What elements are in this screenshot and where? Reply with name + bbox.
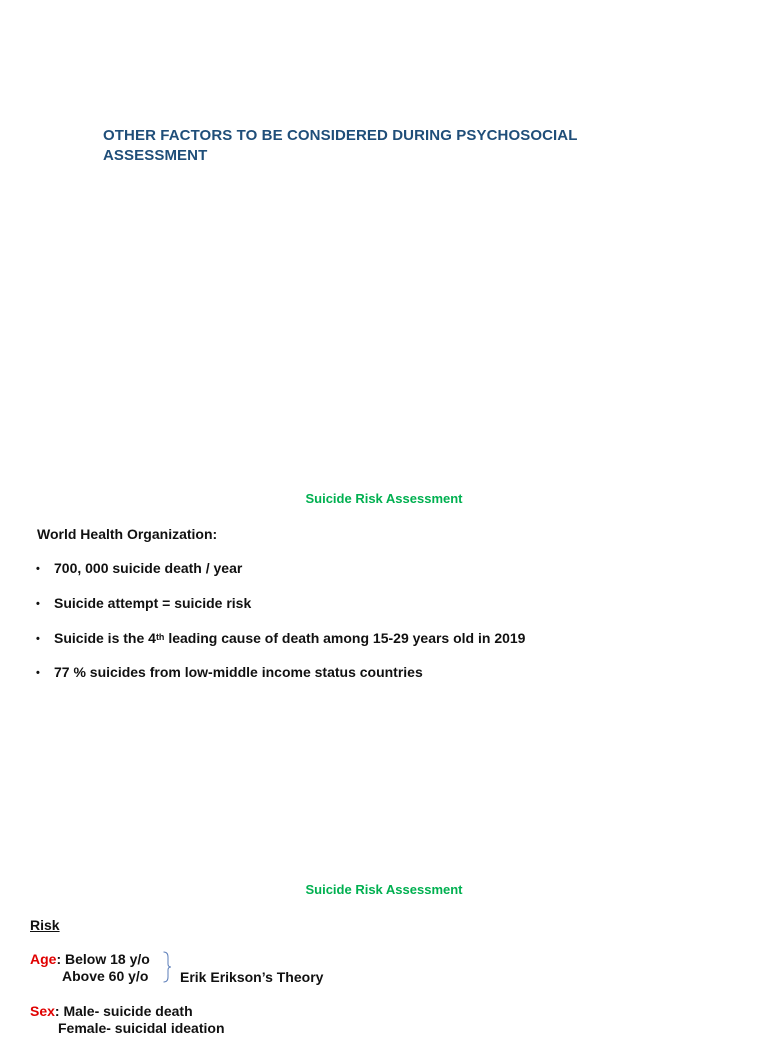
age-value-2: Above 60 y/o	[62, 968, 149, 984]
right-brace-icon	[163, 951, 171, 983]
bullet-text: Suicide attempt = suicide risk	[54, 595, 252, 611]
bullet-item	[36, 594, 251, 613]
bullet-icon: •	[36, 633, 40, 645]
slide-title	[103, 126, 663, 166]
bullet-icon: •	[36, 563, 40, 575]
age-value-1: : Below 18 y/o	[56, 951, 150, 967]
bullet-text: 700, 000 suicide death / year	[54, 560, 243, 576]
slide-title-line-1: OTHER FACTORS TO BE CONSIDERED DURING PSYCHOSOCIAL	[103, 127, 578, 144]
age-line-1	[30, 950, 150, 968]
erikson-theory-note: Erik Erikson’s Theory	[180, 969, 324, 985]
ordinal-superscript: th	[155, 632, 165, 642]
suicide-risk-heading-2: Suicide Risk Assessment	[305, 882, 463, 897]
slide-title-line-2: ASSESSMENT	[103, 147, 208, 164]
risk-title: Risk	[30, 917, 60, 933]
bullet-item	[36, 629, 525, 648]
bullet-text-before: Suicide is the 4	[54, 630, 156, 646]
bullet-item	[36, 559, 242, 578]
bullet-item	[36, 663, 423, 682]
sex-value-2: Female- suicidal ideation	[58, 1020, 225, 1036]
bullet-icon: •	[36, 667, 40, 679]
sex-label: Sex	[30, 1003, 55, 1019]
age-label: Age	[30, 951, 57, 967]
bullet-text-after: leading cause of death among 15-29 years old in 2019	[164, 630, 526, 646]
suicide-risk-heading-1: Suicide Risk Assessment	[305, 491, 463, 506]
who-intro: World Health Organization:	[37, 526, 218, 542]
sex-line-1	[30, 1002, 193, 1020]
bullet-icon: •	[36, 598, 40, 610]
bullet-text: 77 % suicides from low-middle income status countries	[54, 664, 423, 680]
sex-value-1: : Male- suicide death	[54, 1003, 193, 1019]
